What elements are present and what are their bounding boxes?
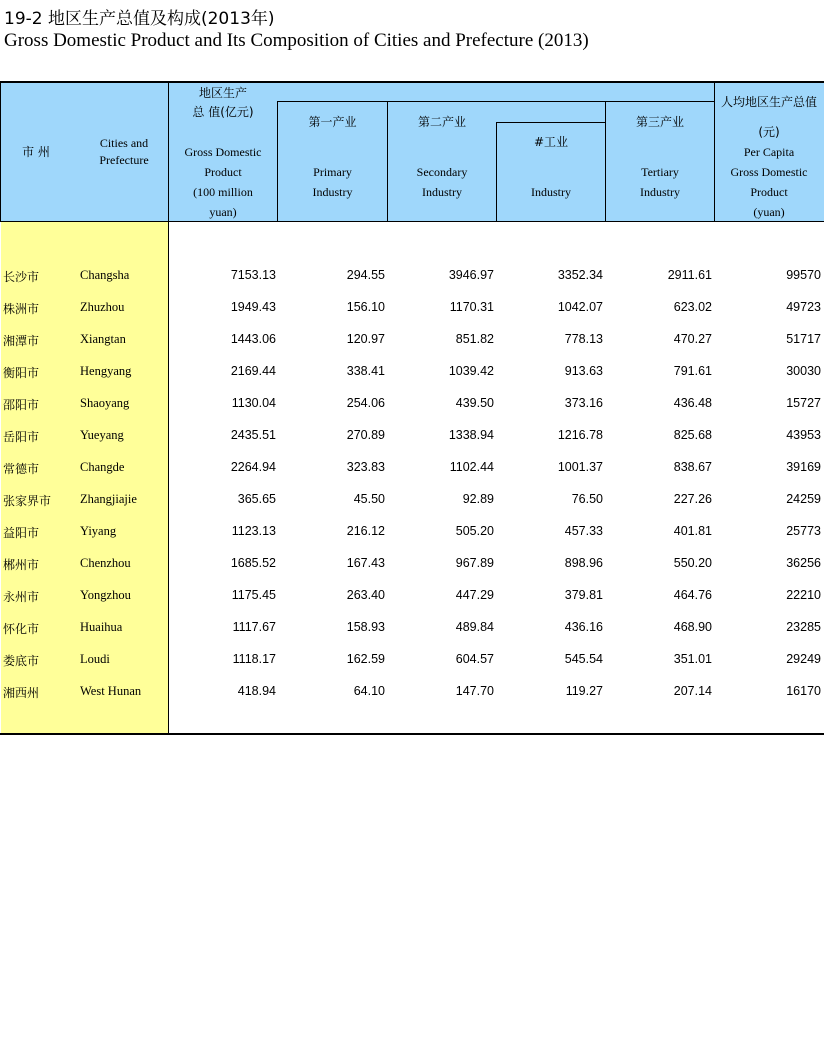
table-row <box>0 548 824 580</box>
city-name-en: Yiyang <box>80 524 117 538</box>
gdp-value: 1949.43 <box>230 300 276 314</box>
city-name-cn: 永州市 <box>3 590 40 604</box>
table-row <box>0 292 824 324</box>
per-capita-value: 25773 <box>786 524 821 538</box>
city-name-cn: 常德市 <box>3 462 40 476</box>
header-primary-en-1: Primary <box>313 165 352 179</box>
industry-value: 119.27 <box>565 684 603 698</box>
header-secondary-en-2: Industry <box>422 185 462 199</box>
tertiary-value: 436.48 <box>673 396 712 410</box>
secondary-value: 447.29 <box>455 588 494 602</box>
industry-value: 1001.37 <box>557 460 603 474</box>
tertiary-value: 351.01 <box>673 652 712 666</box>
primary-value: 323.83 <box>346 460 385 474</box>
gdp-value: 2169.44 <box>230 364 276 378</box>
per-capita-value: 36256 <box>786 556 821 570</box>
table-row <box>0 452 824 484</box>
tertiary-value: 470.27 <box>673 332 712 346</box>
header-subrule <box>277 101 714 102</box>
primary-value: 64.10 <box>353 684 385 698</box>
table-row <box>0 516 824 548</box>
secondary-value: 967.89 <box>455 556 494 570</box>
tertiary-value: 838.67 <box>673 460 712 474</box>
header-tertiary-en-1: Tertiary <box>641 165 679 179</box>
city-name-en: Changsha <box>80 268 130 282</box>
secondary-value: 1102.44 <box>449 460 494 474</box>
tertiary-value: 468.90 <box>673 620 712 634</box>
primary-value: 162.59 <box>346 652 385 666</box>
table-bottom-rule <box>0 733 824 735</box>
city-name-en: Chenzhou <box>80 556 131 570</box>
city-name-cn: 娄底市 <box>3 654 40 668</box>
tertiary-value: 464.76 <box>673 588 712 602</box>
header-subrule <box>496 122 605 123</box>
left-border <box>0 81 1 222</box>
tertiary-value: 401.81 <box>673 524 712 538</box>
primary-value: 263.40 <box>346 588 385 602</box>
primary-value: 156.10 <box>346 300 385 314</box>
industry-value: 457.33 <box>564 524 603 538</box>
gdp-value: 1118.17 <box>232 652 276 666</box>
industry-value: 3352.34 <box>557 268 603 282</box>
table-row <box>0 388 824 420</box>
per-capita-value: 23285 <box>786 620 821 634</box>
tertiary-value: 550.20 <box>673 556 712 570</box>
tertiary-value: 623.02 <box>673 300 712 314</box>
secondary-value: 505.20 <box>455 524 494 538</box>
secondary-value: 439.50 <box>455 396 494 410</box>
secondary-value: 147.70 <box>455 684 494 698</box>
table-row <box>0 580 824 612</box>
industry-value: 778.13 <box>564 332 603 346</box>
header-primary-cn: 第一产业 <box>308 115 357 129</box>
per-capita-value: 49723 <box>786 300 821 314</box>
industry-value: 1042.07 <box>557 300 603 314</box>
per-capita-value: 29249 <box>786 652 821 666</box>
gdp-value: 2264.94 <box>230 460 276 474</box>
city-name-cn: 株洲市 <box>3 302 40 316</box>
per-capita-value: 15727 <box>786 396 821 410</box>
table-title-cn: 19-2 地区生产总值及构成(2013年) <box>4 9 275 29</box>
city-name-en: Shaoyang <box>80 396 130 410</box>
primary-value: 216.12 <box>346 524 385 538</box>
city-name-en: West Hunan <box>80 684 142 698</box>
tertiary-value: 2911.61 <box>667 268 712 282</box>
primary-value: 167.43 <box>346 556 385 570</box>
header-gdp-en-4: yuan) <box>209 205 237 219</box>
header-city-en-2: Prefecture <box>99 153 149 167</box>
city-name-cn: 岳阳市 <box>3 430 40 444</box>
tertiary-value: 825.68 <box>673 428 712 442</box>
tertiary-value: 207.14 <box>673 684 712 698</box>
header-percap-en-2: Gross Domestic <box>730 165 808 179</box>
city-name-cn: 张家界市 <box>3 494 52 508</box>
industry-value: 373.16 <box>564 396 603 410</box>
table-row <box>0 324 824 356</box>
primary-value: 294.55 <box>346 268 385 282</box>
header-industry-en: Industry <box>531 185 571 199</box>
tertiary-value: 791.61 <box>673 364 712 378</box>
city-name-cn: 怀化市 <box>3 622 40 636</box>
secondary-value: 489.84 <box>455 620 494 634</box>
gdp-value: 1443.06 <box>230 332 276 346</box>
secondary-value: 1170.31 <box>449 300 494 314</box>
header-percap-en-3: Product <box>750 185 788 199</box>
per-capita-value: 99570 <box>786 268 821 282</box>
city-name-en: Hengyang <box>80 364 132 378</box>
city-name-en: Loudi <box>80 652 110 666</box>
city-name-cn: 长沙市 <box>3 270 40 284</box>
header-city-cn: 市 州 <box>22 145 50 159</box>
header-percap-en-4: (yuan) <box>753 205 785 219</box>
table-row <box>0 260 824 292</box>
industry-value: 76.50 <box>571 492 603 506</box>
header-percap-cn-1: 人均地区生产总值 <box>720 95 817 109</box>
gdp-value: 1130.04 <box>231 396 276 410</box>
city-name-en: Zhuzhou <box>80 300 125 314</box>
per-capita-value: 51717 <box>786 332 821 346</box>
per-capita-value: 24259 <box>786 492 821 506</box>
table-row <box>0 420 824 452</box>
table-row <box>0 676 824 708</box>
primary-value: 120.97 <box>346 332 385 346</box>
city-name-en: Yongzhou <box>80 588 131 602</box>
header-primary-en-2: Industry <box>312 185 353 199</box>
header-gdp-cn-1: 地区生产 <box>198 86 247 100</box>
city-name-cn: 益阳市 <box>3 526 40 540</box>
secondary-value: 92.89 <box>462 492 494 506</box>
secondary-value: 3946.97 <box>448 268 494 282</box>
city-name-cn: 衡阳市 <box>3 366 40 380</box>
tertiary-value: 227.26 <box>673 492 712 506</box>
table-top-rule <box>0 81 824 83</box>
header-gdp-en-3: (100 million <box>193 185 253 199</box>
industry-value: 913.63 <box>564 364 603 378</box>
table-title-en: Gross Domestic Product and Its Composition of Cities and Prefecture (2013) <box>4 30 589 51</box>
city-name-cn: 邵阳市 <box>3 398 40 412</box>
header-secondary-en-1: Secondary <box>416 165 468 179</box>
primary-value: 338.41 <box>346 364 385 378</box>
per-capita-value: 22210 <box>786 588 821 602</box>
city-name-en: Zhangjiajie <box>80 492 137 506</box>
header-percap-cn-2: (元) <box>758 125 780 139</box>
header-gdp-cn-2: 总 值(亿元) <box>192 105 254 119</box>
header-tertiary-cn: 第三产业 <box>635 115 684 129</box>
table-row <box>0 612 824 644</box>
gdp-value: 1117.67 <box>232 620 276 634</box>
secondary-value: 1039.42 <box>448 364 494 378</box>
per-capita-value: 43953 <box>786 428 821 442</box>
secondary-value: 851.82 <box>455 332 494 346</box>
secondary-value: 604.57 <box>455 652 494 666</box>
city-name-en: Xiangtan <box>80 332 126 346</box>
city-name-en: Yueyang <box>80 428 124 442</box>
industry-value: 1216.78 <box>557 428 603 442</box>
gdp-value: 365.65 <box>237 492 276 506</box>
gdp-value: 1123.13 <box>231 524 276 538</box>
city-name-cn: 郴州市 <box>3 558 40 572</box>
gdp-value: 7153.13 <box>230 268 276 282</box>
header-percap-en-1: Per Capita <box>743 145 795 159</box>
gdp-value: 418.94 <box>237 684 276 698</box>
primary-value: 254.06 <box>346 396 385 410</box>
industry-value: 545.54 <box>564 652 603 666</box>
header-gdp-en-1: Gross Domestic <box>184 145 262 159</box>
primary-value: 45.50 <box>353 492 385 506</box>
industry-value: 898.96 <box>564 556 603 570</box>
header-industry-cn: #工业 <box>533 135 569 149</box>
gdp-value: 2435.51 <box>230 428 276 442</box>
per-capita-value: 39169 <box>786 460 821 474</box>
secondary-value: 1338.94 <box>448 428 494 442</box>
city-name-cn: 湘西州 <box>3 686 40 700</box>
per-capita-value: 16170 <box>786 684 821 698</box>
table-row <box>0 644 824 676</box>
city-name-en: Changde <box>80 460 125 474</box>
per-capita-value: 30030 <box>786 364 821 378</box>
industry-value: 436.16 <box>564 620 603 634</box>
header-gdp-en-2: Product <box>204 165 242 179</box>
city-name-en: Huaihua <box>80 620 123 634</box>
primary-value: 270.89 <box>346 428 385 442</box>
gdp-value: 1685.52 <box>230 556 276 570</box>
header-tertiary-en-2: Industry <box>640 185 680 199</box>
primary-value: 158.93 <box>346 620 385 634</box>
header-secondary-cn: 第二产业 <box>417 115 466 129</box>
gdp-value: 1175.45 <box>231 588 276 602</box>
industry-value: 379.81 <box>564 588 603 602</box>
table-row <box>0 356 824 388</box>
city-name-cn: 湘潭市 <box>3 334 40 348</box>
table-row <box>0 484 824 516</box>
header-city-en-1: Cities and <box>99 136 149 150</box>
